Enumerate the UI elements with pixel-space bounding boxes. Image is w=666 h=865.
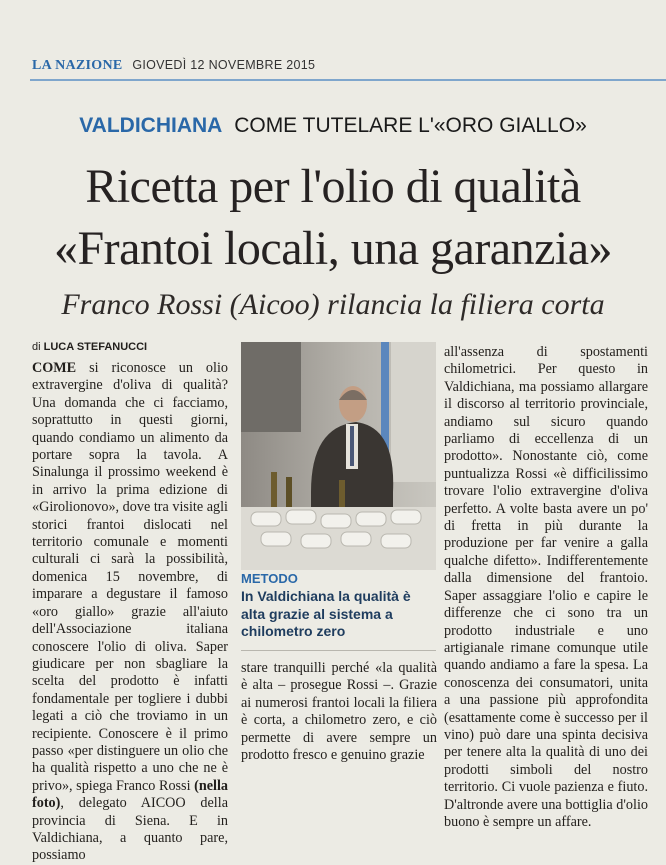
article-photo xyxy=(241,342,436,570)
masthead-rule xyxy=(30,79,666,81)
masthead xyxy=(32,58,315,74)
kicker-topic: COME TUTELARE L'«ORO GIALLO» xyxy=(234,114,587,137)
byline-prefix: di xyxy=(32,341,41,353)
caption-text: In Valdichiana la qualità è alta grazie al sistema a chilometro zero xyxy=(241,588,411,639)
headline-line-2: «Frantoi locali, una garanzia» xyxy=(53,222,613,275)
column-1-text-a: si riconosce un olio extravergine d'oliva di qualità? Una domanda che ci facciamo, soprattutto in questi giorni, quando condiamo un alimento da portare sopra la tavola. A Sinalunga il prossimo weekend è in arrivo la prima edizione di «Girolionovo», dove tra visite agli storici frantoi dislocati nel territorio comunale e momenti culturali ci sarà la possibilità, domenica 15 novembre, di imparare a degustare il famoso «oro giallo» grazie all'aiuto dell'Associazione italiana conoscere l'olio di oliva. Saper giudicare per non sbagliare la scelta del prodotto è infatti fondamentale per togliere i dubbi legati a ciò che troviamo in un recipiente. Conoscere è il primo passo «per distinguere un olio che ha qualità rispetto a uno che ne è privo», spiega Franco Rossi xyxy=(32,360,228,794)
kicker-section: VALDICHIANA xyxy=(79,114,223,137)
issue-date: GIOVEDÌ 12 NOVEMBRE 2015 xyxy=(132,58,316,72)
subheadline: Franco Rossi (Aicoo) rilancia la filiera corta xyxy=(61,288,605,321)
headline-line-1: Ricetta per l'olio di qualità xyxy=(85,160,581,213)
column-2-text: stare tranquilli perché «la qualità è alta – prosegue Rossi –. Grazie ai numerosi frantoi locali la filiera è corta, a chilometro zero, e ciò permette di avere sempre un prodotto fresco e genuino grazie xyxy=(241,660,437,764)
photo-reference: (nella foto) xyxy=(32,777,228,812)
column-3-text: all'assenza di spostamenti chilometrici. Per questo in Valdichiana, ma possiamo allargare il discorso al territorio provinciale, andiamo sul sicuro quando parliamo di eccellenza di un prodotto». Nonostante ciò, come puntualizza Rossi «è difficilissimo trovare l'olio extravergine d'oliva perfetto. A volte basta avere un po' di fretta in più durante la produzione per far venire a galla qualche difetto». Indifferentemente dalla dimensione del frantoio. Saper assaggiare l'olio e capire le differenze che ci sono tra un prodotto industriale e uno artigianale rimane comunque utile quando andiamo a fare la spesa. La conoscenza dei consumatori, unita a una passione più approfondita (esattamente come è successo per il vino) può dare una spinta decisiva per tenere alta la qualità di uno dei prodotti simboli del nostro territorio. Ci vuole pazienza e fiuto. D'altronde avere una bottiglia d'olio buono è sempre un affare. xyxy=(444,344,648,830)
lead-word: COME xyxy=(32,360,77,376)
caption-kicker: METODO xyxy=(241,571,298,586)
newspaper-name: LA NAZIONE xyxy=(32,58,123,73)
byline-author: LUCA STEFANUCCI xyxy=(43,341,148,353)
article-column-1 xyxy=(32,360,228,865)
photo-illustration xyxy=(241,342,436,570)
byline xyxy=(32,341,147,353)
column-1-text-b: , delegato AICOO della provincia di Siena. E in Valdichiana, a quanto pare, possiamo xyxy=(32,795,228,864)
article-column-3 xyxy=(444,344,648,831)
kicker xyxy=(0,114,666,138)
article-column-2 xyxy=(241,660,437,764)
caption-divider xyxy=(241,650,436,651)
